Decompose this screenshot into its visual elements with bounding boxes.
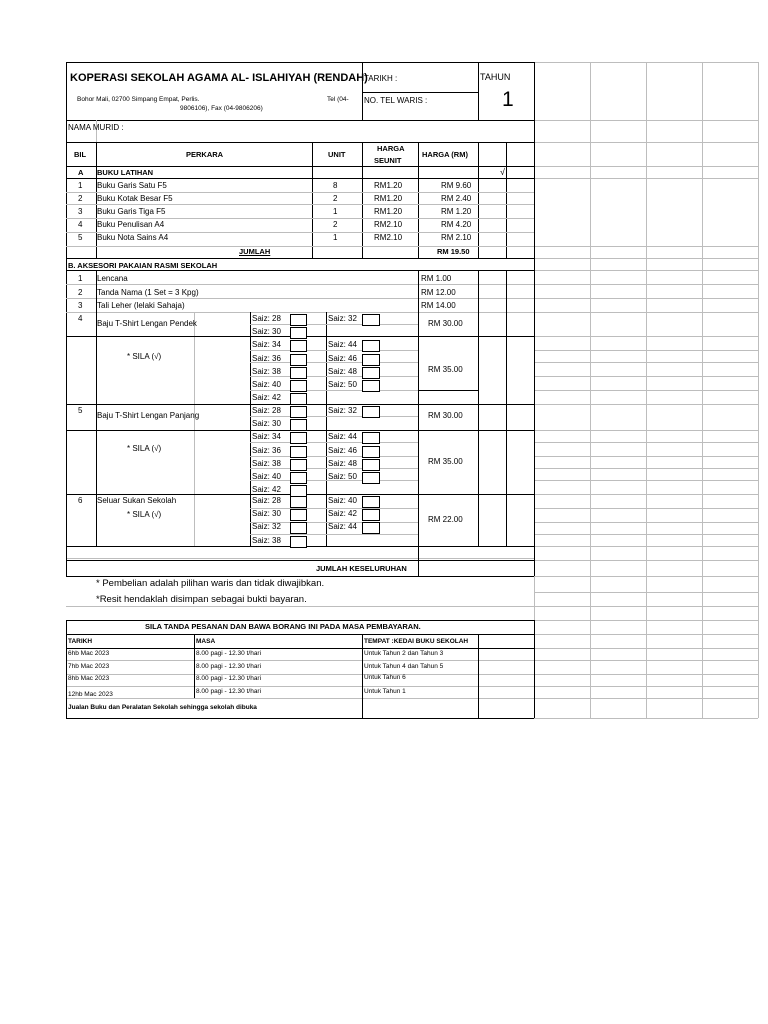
size-label: Saiz: 40	[328, 496, 357, 505]
size-label: Saiz: 48	[328, 366, 357, 376]
size-checkbox[interactable]	[362, 496, 380, 508]
col-harga-seunit-2: SEUNIT	[374, 156, 402, 165]
schedule-title-bottom	[66, 634, 534, 635]
b-last-divider	[478, 270, 479, 546]
tahun-divider	[478, 62, 479, 120]
size-checkbox[interactable]	[362, 522, 380, 534]
size-checkbox[interactable]	[290, 432, 307, 444]
unit-cell: 2	[333, 220, 338, 229]
size-checkbox[interactable]	[362, 314, 380, 326]
size-label: Saiz: 30	[252, 419, 281, 429]
grid-line	[534, 718, 758, 719]
schedule-head-bottom	[66, 648, 534, 649]
size-label: Saiz: 32	[328, 406, 357, 415]
grid-line	[534, 166, 758, 167]
size-checkbox[interactable]	[362, 340, 380, 352]
grid-line	[534, 312, 758, 313]
perkara-cell: Baju T-Shirt Lengan Pendek	[97, 319, 197, 328]
grid-line	[534, 142, 758, 143]
keseluruhan-divider	[418, 546, 419, 576]
grid-line	[534, 546, 758, 547]
bil-cell: 2	[78, 287, 83, 297]
section-a-check: √	[500, 167, 505, 177]
frame-left	[66, 62, 67, 576]
harga-cell: RM 9.60	[441, 181, 472, 190]
size-checkbox[interactable]	[290, 354, 307, 366]
price-block-line	[418, 404, 478, 405]
price-small-sizes: RM 30.00	[428, 411, 463, 420]
size-col-divider	[250, 312, 251, 546]
seunit-cell: RM1.20	[374, 181, 403, 190]
harga-cell: RM 4.20	[441, 220, 472, 229]
bil-cell: 5	[78, 233, 83, 242]
size-checkbox[interactable]	[362, 446, 380, 458]
bil-cell: 1	[78, 274, 83, 283]
grid-line	[534, 376, 758, 377]
size-label: Saiz: 42	[252, 393, 281, 403]
schedule-footer: Jualan Buku dan Peralatan Sekolah sehingga sekolah dibuka	[68, 704, 257, 711]
size-checkbox[interactable]	[290, 459, 307, 471]
grid-line	[534, 284, 758, 285]
perkara-cell: Lencana	[97, 274, 128, 283]
schedule-masa: 8.00 pagi - 12.30 t/hari	[196, 675, 262, 682]
frame-top	[66, 62, 534, 63]
size-checkbox[interactable]	[362, 406, 380, 418]
grid-line	[534, 430, 758, 431]
schedule-masa: 8.00 pagi - 12.30 t/hari	[196, 662, 262, 670]
size-checkbox[interactable]	[362, 367, 380, 379]
bil-cell: 5	[78, 406, 83, 415]
jumlah-value: RM 19.50	[437, 247, 470, 256]
grid-line	[534, 522, 758, 523]
grid-line	[534, 62, 758, 63]
size-checkbox[interactable]	[290, 380, 307, 392]
col-divider	[312, 142, 313, 258]
frame-right	[534, 62, 535, 576]
harga-cell: RM 1.20	[441, 207, 472, 216]
schedule-row-line	[66, 686, 534, 687]
perkara-cell: Tali Leher (lelaki Sahaja)	[97, 301, 185, 310]
harga-cell: RM 12.00	[421, 287, 456, 297]
jumlah-label: JUMLAH	[239, 247, 271, 256]
header-divider	[362, 62, 363, 120]
col-harga-seunit-1: HARGA	[377, 144, 405, 153]
size-checkbox[interactable]	[290, 340, 307, 352]
schedule-tarikh: 12hb Mac 2023	[68, 690, 113, 698]
section-b-head-bottom	[66, 270, 534, 271]
size-checkbox[interactable]	[290, 393, 307, 405]
school-address: Bohor Mali, 02700 Simpang Empat, Perlis.	[77, 96, 200, 103]
nama-bottom	[66, 142, 534, 143]
size-checkbox[interactable]	[362, 509, 380, 521]
grid-line	[534, 660, 758, 661]
frame-bottom	[66, 576, 534, 577]
size-row-line	[250, 456, 418, 457]
size-row-line	[250, 534, 418, 535]
price-block-line	[418, 390, 478, 391]
bil-cell: 1	[78, 181, 83, 190]
schedule-masa: 8.00 pagi - 12.30 t/hari	[196, 650, 262, 657]
section-a-title: BUKU LATIHAN	[97, 168, 154, 177]
col-harga: HARGA (RM)	[422, 150, 468, 159]
size-checkbox[interactable]	[290, 536, 307, 548]
colhead-bottom	[66, 166, 534, 167]
size-label: Saiz: 32	[328, 314, 357, 323]
col-bil: BIL	[74, 150, 87, 159]
size-checkbox[interactable]	[290, 367, 307, 379]
size-label: Saiz: 30	[252, 327, 281, 337]
tahun-value: 1	[502, 88, 514, 111]
schedule-row-line	[66, 698, 534, 699]
grid-line	[534, 246, 758, 247]
section-b-title: B. AKSESORI PAKAIAN RASMI SEKOLAH	[68, 261, 218, 270]
school-fax: 9806106), Fax (04-9806206)	[180, 105, 263, 112]
schedule-title: SILA TANDA PESANAN DAN BAWA BORANG INI PADA MASA PEMBAYARAN.	[145, 622, 421, 631]
harga-cell: RM 14.00	[421, 301, 456, 310]
row-line	[66, 312, 534, 313]
grid-line	[534, 336, 758, 337]
grid-line	[534, 560, 758, 561]
grid-line	[534, 634, 758, 635]
size-label: Saiz: 50	[328, 472, 357, 481]
perkara-cell: Buku Garis Satu F5	[97, 181, 167, 190]
price-large-sizes: RM 35.00	[428, 365, 463, 374]
size-label: Saiz: 30	[252, 509, 281, 519]
harga-cell: RM 2.10	[441, 233, 472, 242]
size-row-line	[250, 350, 418, 351]
size-label: Saiz: 46	[328, 445, 357, 455]
size-label: Saiz: 32	[252, 522, 281, 532]
price-large-sizes: RM 35.00	[428, 457, 463, 466]
grid-line	[534, 298, 758, 299]
harga-cell: RM 2.40	[441, 194, 472, 203]
size-row-line	[250, 324, 418, 325]
col-divider	[418, 142, 419, 258]
schedule-col	[478, 634, 479, 718]
grid-line	[534, 534, 758, 535]
schedule-head-masa: MASA	[196, 638, 216, 645]
grid-line	[534, 362, 758, 363]
col-perkara: PERKARA	[186, 150, 224, 159]
grid-line	[534, 404, 758, 405]
unit-cell: 1	[333, 207, 338, 216]
schedule-tarikh: 8hb Mac 2023	[68, 675, 110, 682]
size-label: Saiz: 48	[328, 458, 357, 468]
schedule-bottom	[66, 718, 534, 719]
grid-line	[534, 508, 758, 509]
grid-line	[534, 442, 758, 443]
row-line	[66, 284, 534, 285]
grid-line	[534, 390, 758, 391]
size-label: Saiz: 50	[328, 380, 357, 389]
size-checkbox[interactable]	[362, 459, 380, 471]
section-a-code: A	[78, 168, 84, 177]
seunit-cell: RM1.20	[374, 207, 403, 216]
tel-waris-label: NO. TEL WARIS :	[364, 96, 428, 105]
size-checkbox[interactable]	[290, 446, 307, 458]
size-label: Saiz: 40	[252, 380, 281, 389]
price-seluar: RM 22.00	[428, 515, 463, 524]
section-a-head-bottom	[66, 178, 534, 179]
section-a-end	[66, 258, 534, 259]
grid-line	[534, 494, 758, 495]
perkara-cell: Seluar Sukan Sekolah	[97, 496, 177, 505]
grid-line	[758, 62, 759, 718]
size-row-line	[250, 468, 418, 469]
grid-line	[534, 606, 758, 607]
note-resit: *Resit hendaklah disimpan sebagai bukti bayaran.	[96, 594, 307, 605]
row-line	[66, 218, 534, 219]
perkara-cell: Tanda Nama (1 Set = 3 Kpg)	[97, 287, 199, 297]
schedule-right	[534, 620, 535, 718]
seunit-cell: RM2.10	[374, 233, 403, 242]
harga-cell: RM 1.00	[421, 274, 452, 283]
schedule-head-tempat: TEMPAT :KEDAI BUKU SEKOLAH	[364, 638, 469, 645]
size-label: Saiz: 36	[252, 445, 281, 455]
grid-line	[534, 620, 758, 621]
grid-line	[534, 698, 758, 699]
size-label: Saiz: 42	[252, 485, 281, 495]
schedule-tempat: Untuk Tahun 6	[364, 674, 406, 681]
sila-note: * SILA (√)	[127, 510, 162, 519]
col-unit: UNIT	[328, 150, 346, 159]
schedule-tarikh: 6hb Mac 2023	[68, 650, 110, 657]
bil-cell: 3	[78, 301, 83, 310]
school-tel: Tel (04-	[327, 96, 349, 103]
size-col-divider	[194, 312, 195, 546]
perkara-cell: Baju T-Shirt Lengan Panjang	[97, 411, 200, 420]
col-divider	[506, 142, 507, 258]
size-checkbox[interactable]	[290, 314, 307, 326]
schedule-masa: 8.00 pagi - 12.30 t/hari	[196, 687, 262, 695]
size-label: Saiz: 28	[252, 496, 281, 505]
size-label: Saiz: 46	[328, 353, 357, 363]
size-label: Saiz: 44	[328, 522, 357, 532]
size-checkbox[interactable]	[290, 522, 307, 534]
grid-line	[66, 558, 534, 559]
b-last2-divider	[506, 270, 507, 546]
row-line	[66, 192, 534, 193]
tahun-label: TAHUN	[480, 72, 511, 82]
seunit-cell: RM1.20	[374, 194, 403, 203]
nama-murid-label: NAMA MURID :	[68, 123, 124, 132]
school-title: KOPERASI SEKOLAH AGAMA AL- ISLAHIYAH (RENDAH)	[70, 72, 368, 84]
size-label: Saiz: 38	[252, 535, 281, 545]
grid-line	[534, 686, 758, 687]
schedule-left	[66, 620, 67, 718]
size-label: Saiz: 44	[328, 432, 357, 442]
col-divider	[362, 142, 363, 258]
grid-line	[66, 606, 534, 607]
size-row-line	[250, 442, 418, 443]
size-label: Saiz: 34	[252, 340, 281, 350]
size-label: Saiz: 28	[252, 406, 281, 415]
note-pilihan: * Pembelian adalah pilihan waris dan tidak diwajibkan.	[96, 578, 325, 589]
size-label: Saiz: 36	[252, 353, 281, 363]
size-checkbox[interactable]	[290, 472, 307, 484]
size-row-line	[250, 390, 418, 391]
tarikh-label: TARIKH :	[364, 74, 398, 83]
unit-cell: 8	[333, 181, 338, 190]
schedule-col	[362, 634, 363, 718]
size-checkbox[interactable]	[290, 509, 307, 521]
grid-line	[534, 350, 758, 351]
grid-line	[534, 576, 758, 577]
row-line	[66, 560, 534, 561]
perkara-cell: Buku Garis Tiga F5	[97, 207, 166, 216]
unit-cell: 2	[333, 194, 338, 203]
schedule-tarikh: 7hb Mac 2023	[68, 662, 110, 670]
size-label: Saiz: 38	[252, 458, 281, 468]
perkara-cell: Buku Nota Sains A4	[97, 233, 169, 242]
size-label: Saiz: 44	[328, 340, 357, 350]
col-divider	[478, 142, 479, 258]
bil-cell: 2	[78, 194, 83, 203]
size-label: Saiz: 28	[252, 314, 281, 323]
grid-line	[534, 592, 758, 593]
schedule-col	[194, 634, 195, 698]
size-checkbox[interactable]	[362, 380, 380, 392]
grid-line	[534, 468, 758, 469]
schedule-top	[66, 620, 534, 621]
schedule-tempat: Untuk Tahun 2 dan Tahun 3	[364, 650, 444, 657]
size-checkbox[interactable]	[362, 354, 380, 366]
size-col-divider	[326, 312, 327, 546]
size-label: Saiz: 34	[252, 432, 281, 442]
size-label: Saiz: 38	[252, 366, 281, 376]
size-checkbox[interactable]	[362, 472, 380, 484]
size-checkbox[interactable]	[290, 496, 307, 508]
schedule-row-line	[66, 660, 534, 661]
grid-line	[534, 456, 758, 457]
size-label: Saiz: 40	[252, 472, 281, 481]
size-row-line	[250, 376, 418, 377]
seunit-cell: RM2.10	[374, 220, 403, 229]
row-line	[66, 298, 534, 299]
row-line	[66, 204, 534, 205]
jumlah-keseluruhan-label: JUMLAH KESELURUHAN	[316, 564, 407, 573]
b-price-divider	[418, 270, 419, 546]
size-row-line	[250, 416, 418, 417]
header-mid	[362, 92, 478, 93]
grid-line	[534, 258, 758, 259]
price-small-sizes: RM 30.00	[428, 319, 463, 328]
sila-note: * SILA (√)	[127, 444, 162, 453]
schedule-head-tarikh: TARIKH	[68, 638, 93, 645]
header-bottom	[66, 120, 534, 121]
bil-cell: 3	[78, 207, 83, 216]
bil-cell: 6	[78, 496, 83, 505]
schedule-row-line	[66, 674, 534, 675]
bil-cell: 4	[78, 220, 83, 229]
perkara-cell: Buku Penulisan A4	[97, 220, 165, 229]
grid-line	[534, 648, 758, 649]
grid-line	[534, 178, 758, 179]
perkara-cell: Buku Kotak Besar F5	[97, 194, 173, 203]
schedule-tempat: Untuk Tahun 1	[364, 687, 406, 695]
schedule-tempat: Untuk Tahun 4 dan Tahun 5	[364, 662, 444, 670]
grid-line	[534, 480, 758, 481]
size-checkbox[interactable]	[290, 419, 307, 431]
grid-line	[534, 120, 758, 121]
sila-note: * SILA (√)	[127, 352, 162, 361]
size-checkbox[interactable]	[362, 432, 380, 444]
grid-line	[534, 270, 758, 271]
unit-cell: 1	[333, 233, 338, 242]
bil-cell: 4	[78, 314, 83, 323]
size-checkbox[interactable]	[290, 327, 307, 339]
size-label: Saiz: 42	[328, 509, 357, 519]
size-checkbox[interactable]	[290, 406, 307, 418]
grid-line	[534, 674, 758, 675]
